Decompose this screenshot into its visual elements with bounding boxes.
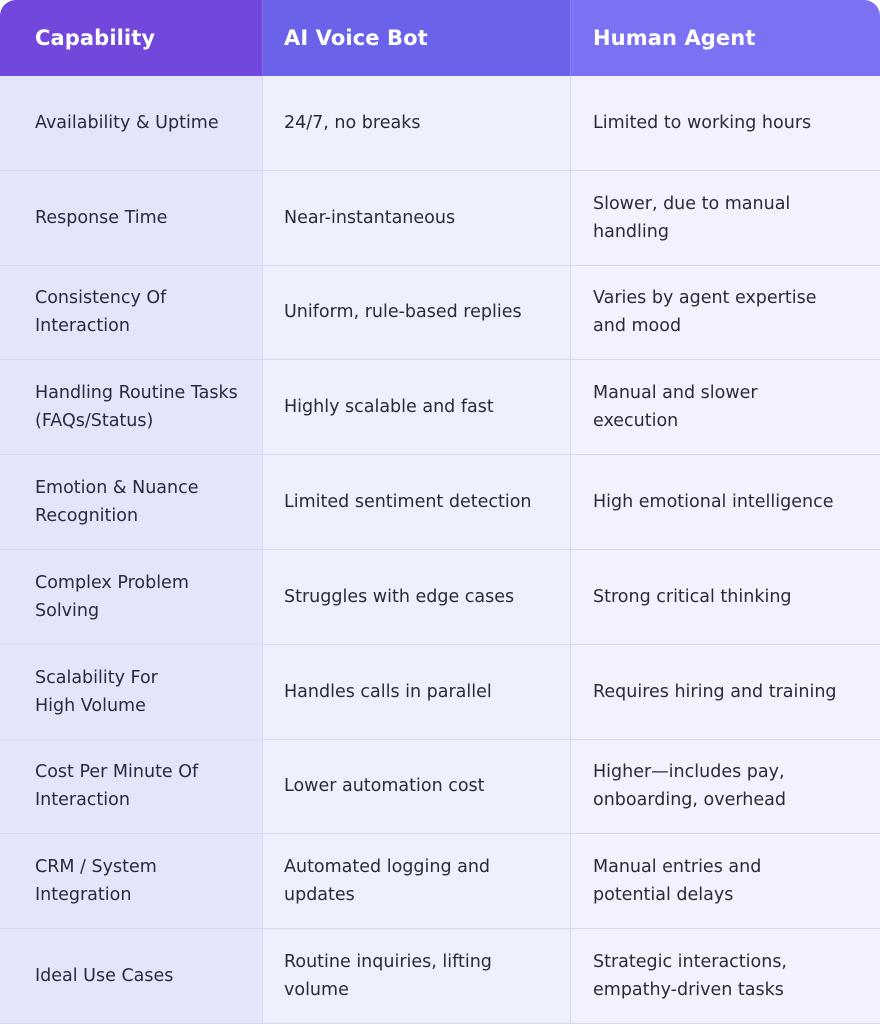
human-cell [571,266,880,361]
bot-value: Lower automation cost [284,776,485,797]
bot-value: Uniform, rule-based replies [284,302,522,323]
header-human-agent: Human Agent [571,0,880,76]
bot-cell [263,645,571,740]
capability-label: Ideal Use Cases [35,966,174,987]
capability-label: Handling Routine Tasks (FAQs/Status) [35,383,238,432]
capability-cell [0,455,263,550]
human-value: Manual and slower execution [593,383,758,432]
capability-label: Emotion & Nuance Recognition [35,478,199,527]
capability-cell [0,929,263,1024]
capability-label: Complex Problem Solving [35,572,189,621]
header-capability: Capability [0,0,263,76]
bot-cell [263,266,571,361]
human-cell [571,740,880,835]
bot-cell [263,76,571,171]
capability-label: Scalability For High Volume [35,667,158,716]
bot-value: Handles calls in parallel [284,681,492,702]
bot-cell [263,360,571,455]
bot-cell [263,171,571,266]
human-cell [571,360,880,455]
capability-label: CRM / System Integration [35,857,157,906]
bot-value: Near-instantaneous [284,207,456,228]
human-value: High emotional intelligence [593,492,834,513]
bot-cell [263,455,571,550]
bot-value: Automated logging and updates [284,857,491,906]
human-value: Strategic interactions, empathy-driven tasks [593,952,787,1001]
bot-value: Highly scalable and fast [284,397,494,418]
bot-cell [263,550,571,645]
capability-cell [0,645,263,740]
capability-cell [0,740,263,835]
capability-label: Availability & Uptime [35,112,219,133]
capability-cell [0,834,263,929]
capability-label: Cost Per Minute Of Interaction [35,762,199,811]
human-cell [571,645,880,740]
human-value: Requires hiring and training [593,681,837,702]
capability-cell [0,360,263,455]
header-ai-voice-bot: AI Voice Bot [263,0,571,76]
bot-cell [263,740,571,835]
bot-value: Limited sentiment detection [284,492,532,513]
human-value: Limited to working hours [593,112,812,133]
capability-cell [0,550,263,645]
bot-cell [263,834,571,929]
human-cell [571,455,880,550]
capability-label: Response Time [35,207,168,228]
capability-cell [0,171,263,266]
human-value: Slower, due to manual handling [593,193,791,242]
human-value: Varies by agent expertise and mood [593,288,817,337]
human-cell [571,929,880,1024]
bot-cell [263,929,571,1024]
human-value: Strong critical thinking [593,586,792,607]
human-cell [571,550,880,645]
capability-label: Consistency Of Interaction [35,288,167,337]
human-cell [571,76,880,171]
capability-cell [0,76,263,171]
bot-value: Struggles with edge cases [284,586,515,607]
human-cell [571,171,880,266]
bot-value: 24/7, no breaks [284,112,421,133]
bot-value: Routine inquiries, lifting volume [284,952,492,1001]
human-value: Higher—includes pay, onboarding, overhead [593,762,786,811]
human-cell [571,834,880,929]
capability-cell [0,266,263,361]
human-value: Manual entries and potential delays [593,857,762,906]
